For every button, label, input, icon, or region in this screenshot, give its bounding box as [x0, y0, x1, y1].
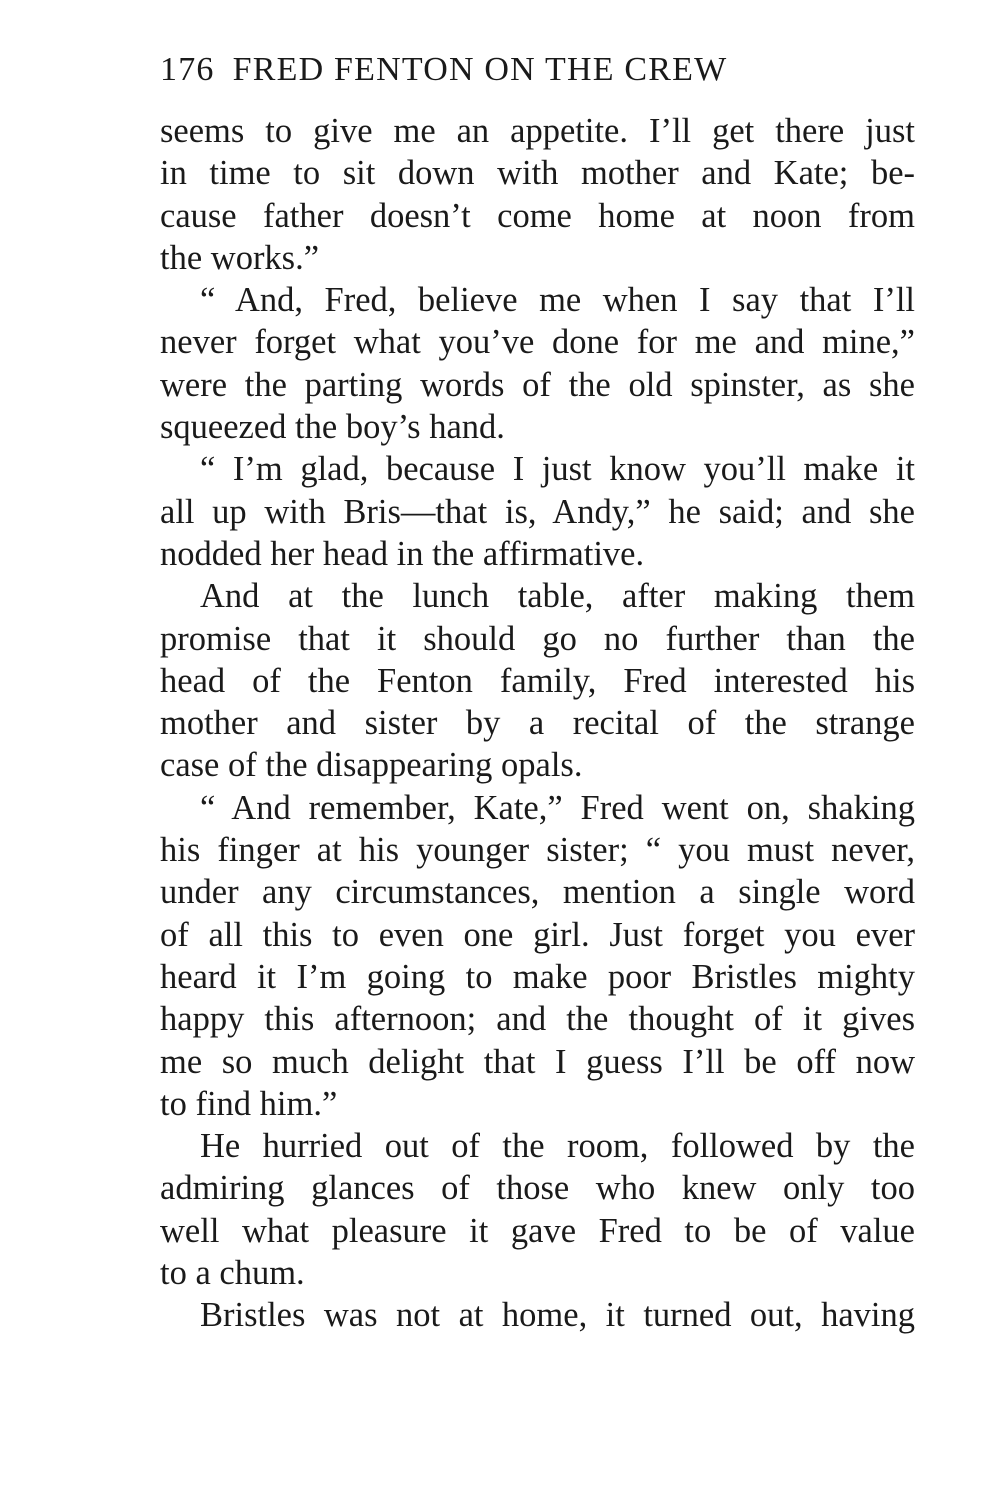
book-page: [160, 40, 915, 1337]
text-line: seems to give me an appetite. I’ll get there just: [160, 112, 915, 150]
text-line: case of the disappearing opals.: [160, 746, 583, 785]
text-line: squeezed the boy’s hand.: [160, 408, 505, 447]
text-line: his finger at his younger sister; “ you must never,: [160, 831, 915, 870]
text-line: cause father doesn’t come home at noon from: [160, 196, 915, 235]
text-line: mother and sister by a recital of the strange: [160, 704, 915, 743]
paragraph: [160, 279, 915, 448]
book-title: FRED FENTON ON THE CREW: [232, 51, 728, 88]
paragraph: [160, 575, 915, 786]
text-line: heard it I’m going to make poor Bristles mighty: [160, 957, 915, 996]
text-line: happy this afternoon; and the thought of it gives: [160, 1000, 915, 1039]
text-line: well what pleasure it gave Fred to be of value: [160, 1211, 915, 1250]
text-line: admiring glances of those who knew only too: [160, 1169, 915, 1208]
paragraph: [160, 110, 915, 279]
text-line: in time to sit down with mother and Kate; be-: [160, 154, 915, 193]
text-line: of all this to even one girl. Just forget you ever: [160, 915, 915, 954]
text-line: And at the lunch table, after making them: [200, 577, 915, 616]
text-line: He hurried out of the room, followed by the: [200, 1127, 915, 1166]
text-line: to a chum.: [160, 1254, 305, 1293]
paragraph: [160, 1125, 915, 1294]
text-line: never forget what you’ve done for me and mine,”: [160, 323, 915, 362]
text-line: under any circumstances, mention a single word: [160, 873, 915, 912]
text-line: all up with Bris—that is, Andy,” he said; and she: [160, 492, 915, 531]
text-line: Bristles was not at home, it turned out, having: [200, 1296, 915, 1335]
text-line: “ And remember, Kate,” Fred went on, shaking: [200, 788, 915, 827]
text-line: to find him.”: [160, 1084, 338, 1123]
text-line: “ I’m glad, because I just know you’ll make it: [200, 450, 915, 489]
paragraph: [160, 1294, 915, 1336]
running-head: [160, 40, 915, 100]
text-line: head of the Fenton family, Fred interested his: [160, 661, 915, 700]
body-text: [160, 110, 915, 1337]
text-line: me so much delight that I guess I’ll be off now: [160, 1042, 915, 1081]
text-line: the works.”: [160, 238, 320, 277]
paragraph: [160, 448, 915, 575]
page-number: 176: [160, 51, 215, 88]
text-line: were the parting words of the old spinster, as she: [160, 365, 915, 404]
text-line: “ And, Fred, believe me when I say that I’ll: [200, 281, 915, 320]
paragraph: [160, 787, 915, 1125]
text-line: nodded her head in the affirmative.: [160, 534, 645, 573]
text-line: promise that it should go no further than the: [160, 619, 915, 658]
